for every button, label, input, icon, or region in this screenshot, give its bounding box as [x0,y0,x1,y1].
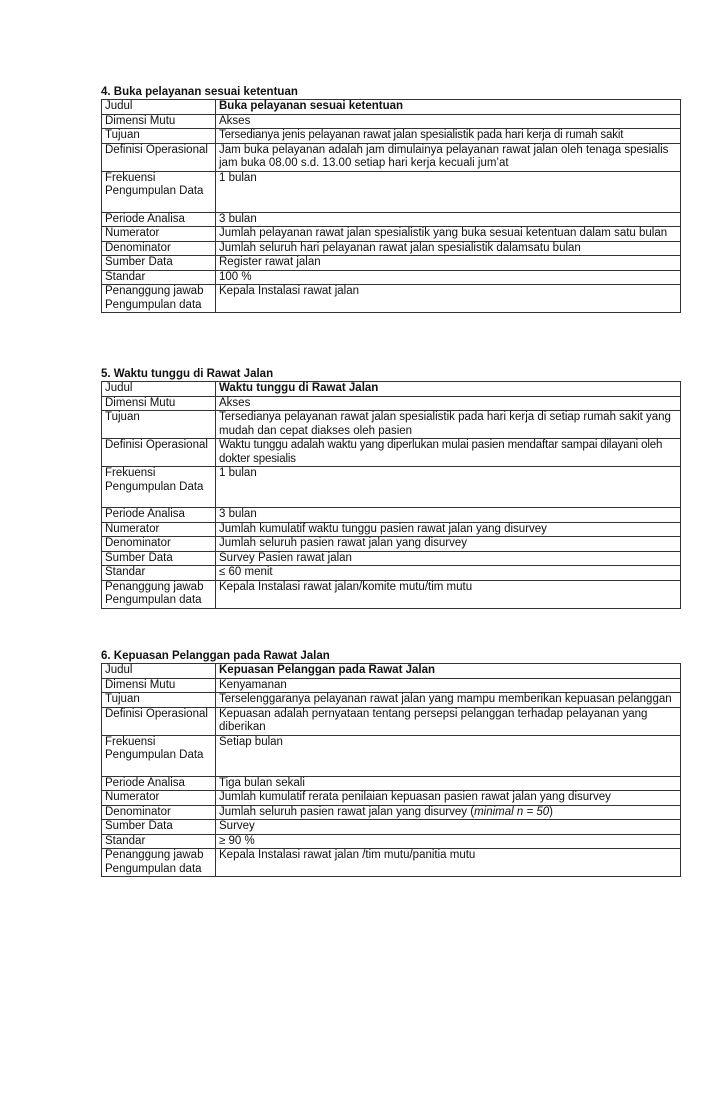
table-row [102,411,681,439]
row-value: Kepala Instalasi rawat jalan /tim mutu/panitia mutu [216,849,681,877]
section-title: 4. Buka pelayanan sesuai ketentuan [101,86,298,98]
row-value: Setiap bulan [216,735,681,776]
table-row [102,241,681,256]
row-value [216,805,681,820]
table-row [102,256,681,271]
row-value: Tersedianya pelayanan rawat jalan spesialistik pada hari kerja di setiap rumah sakit yang mudah dan cepat diakses oleh pasien [216,411,681,439]
row-label: Tujuan [102,411,216,439]
section-4 [101,86,681,313]
row-label: Definisi Operasional [102,707,216,735]
row-label: Tujuan [102,693,216,708]
table-row [102,171,681,212]
row-label: Penanggung jawab Pengumpulan data [102,285,216,313]
row-label: Penanggung jawab Pengumpulan data [102,849,216,877]
row-value: Tiga bulan sekali [216,776,681,791]
row-value: 1 bulan [216,467,681,508]
row-label: Sumber Data [102,551,216,566]
row-value: Kepala Instalasi rawat jalan [216,285,681,313]
row-value: Kepala Instalasi rawat jalan/komite mutu/tim mutu [216,580,681,608]
table-row [102,382,681,397]
row-value: Kepuasan Pelanggan pada Rawat Jalan [216,664,681,679]
row-label: Frekuensi Pengumpulan Data [102,171,216,212]
row-label: Denominator [102,241,216,256]
row-label: Dimensi Mutu [102,114,216,129]
row-value: Jam buka pelayanan adalah jam dimulainya pelayanan rawat jalan oleh tenaga spesialis jam buka 08.00 s.d. 13.00 setiap hari kerja kecuali jum’at [216,143,681,171]
table-row [102,849,681,877]
row-value: Jumlah seluruh hari pelayanan rawat jalan spesialistik dalamsatu bulan [216,241,681,256]
table-row [102,508,681,523]
row-label: Denominator [102,805,216,820]
indicator-table [101,663,681,877]
table-row [102,580,681,608]
row-value: 1 bulan [216,171,681,212]
section-6 [101,650,681,877]
row-value: 3 bulan [216,508,681,523]
row-label: Periode Analisa [102,776,216,791]
row-label: Standar [102,566,216,581]
row-label: Frekuensi Pengumpulan Data [102,467,216,508]
table-row [102,820,681,835]
row-value: Tersedianya jenis pelayanan rawat jalan spesialistik pada hari kerja di rumah sakit [216,129,681,144]
row-label: Penanggung jawab Pengumpulan data [102,580,216,608]
indicator-table [101,99,681,313]
row-label: Numerator [102,522,216,537]
denominator-text: Jumlah seluruh pasien rawat jalan yang disurvey ( [219,805,475,818]
table-row [102,227,681,242]
row-value: 3 bulan [216,212,681,227]
indicator-table [101,381,681,609]
row-label: Numerator [102,791,216,806]
row-value: Waktu tunggu adalah waktu yang diperlukan mulai pasien mendaftar sampai dilayani oleh dokter spesialis [216,439,681,467]
row-value: Buka pelayanan sesuai ketentuan [216,100,681,115]
row-value: Jumlah kumulatif waktu tunggu pasien rawat jalan yang disurvey [216,522,681,537]
table-row [102,664,681,679]
table-row [102,522,681,537]
table-row [102,439,681,467]
table-row [102,678,681,693]
table-row [102,805,681,820]
row-value: Survey Pasien rawat jalan [216,551,681,566]
table-row [102,735,681,776]
row-value: Kenyamanan [216,678,681,693]
row-value: ≤ 60 menit [216,566,681,581]
table-row [102,143,681,171]
section-title: 6. Kepuasan Pelanggan pada Rawat Jalan [101,650,330,662]
row-value: 100 % [216,270,681,285]
table-row [102,285,681,313]
row-label: Periode Analisa [102,508,216,523]
row-label: Definisi Operasional [102,143,216,171]
row-value: Survey [216,820,681,835]
table-row [102,707,681,735]
row-label: Standar [102,270,216,285]
table-row [102,776,681,791]
row-label: Numerator [102,227,216,242]
table-row [102,212,681,227]
table-row [102,129,681,144]
denominator-close: ) [549,805,554,818]
table-row [102,467,681,508]
table-row [102,100,681,115]
row-label: Standar [102,834,216,849]
row-value: Register rawat jalan [216,256,681,271]
table-row [102,537,681,552]
row-value: Akses [216,396,681,411]
row-value: Jumlah pelayanan rawat jalan spesialistik yang buka sesuai ketentuan dalam satu bulan [216,227,681,242]
row-label: Judul [102,664,216,679]
row-label: Judul [102,100,216,115]
row-value: Kepuasan adalah pernyataan tentang persepsi pelanggan terhadap pelayanan yang diberikan [216,707,681,735]
row-label: Denominator [102,537,216,552]
row-value: Waktu tunggu di Rawat Jalan [216,382,681,397]
table-row [102,270,681,285]
row-label: Sumber Data [102,820,216,835]
section-title: 5. Waktu tunggu di Rawat Jalan [101,368,274,380]
table-row [102,791,681,806]
row-value: Jumlah kumulatif rerata penilaian kepuasan pasien rawat jalan yang disurvey [216,791,681,806]
row-value: Akses [216,114,681,129]
row-label: Sumber Data [102,256,216,271]
row-label: Judul [102,382,216,397]
row-label: Definisi Operasional [102,439,216,467]
row-label: Tujuan [102,129,216,144]
row-label: Frekuensi Pengumpulan Data [102,735,216,776]
table-row [102,834,681,849]
row-label: Dimensi Mutu [102,678,216,693]
table-row [102,551,681,566]
table-row [102,396,681,411]
row-label: Periode Analisa [102,212,216,227]
table-row [102,693,681,708]
denominator-minimal: minimal n = 50 [474,805,550,818]
row-label: Dimensi Mutu [102,396,216,411]
row-value: Terselenggaranya pelayanan rawat jalan yang mampu memberikan kepuasan pelanggan [216,693,681,708]
row-value: ≥ 90 % [216,834,681,849]
section-5 [101,368,681,609]
table-row [102,114,681,129]
row-value: Jumlah seluruh pasien rawat jalan yang disurvey [216,537,681,552]
table-row [102,566,681,581]
